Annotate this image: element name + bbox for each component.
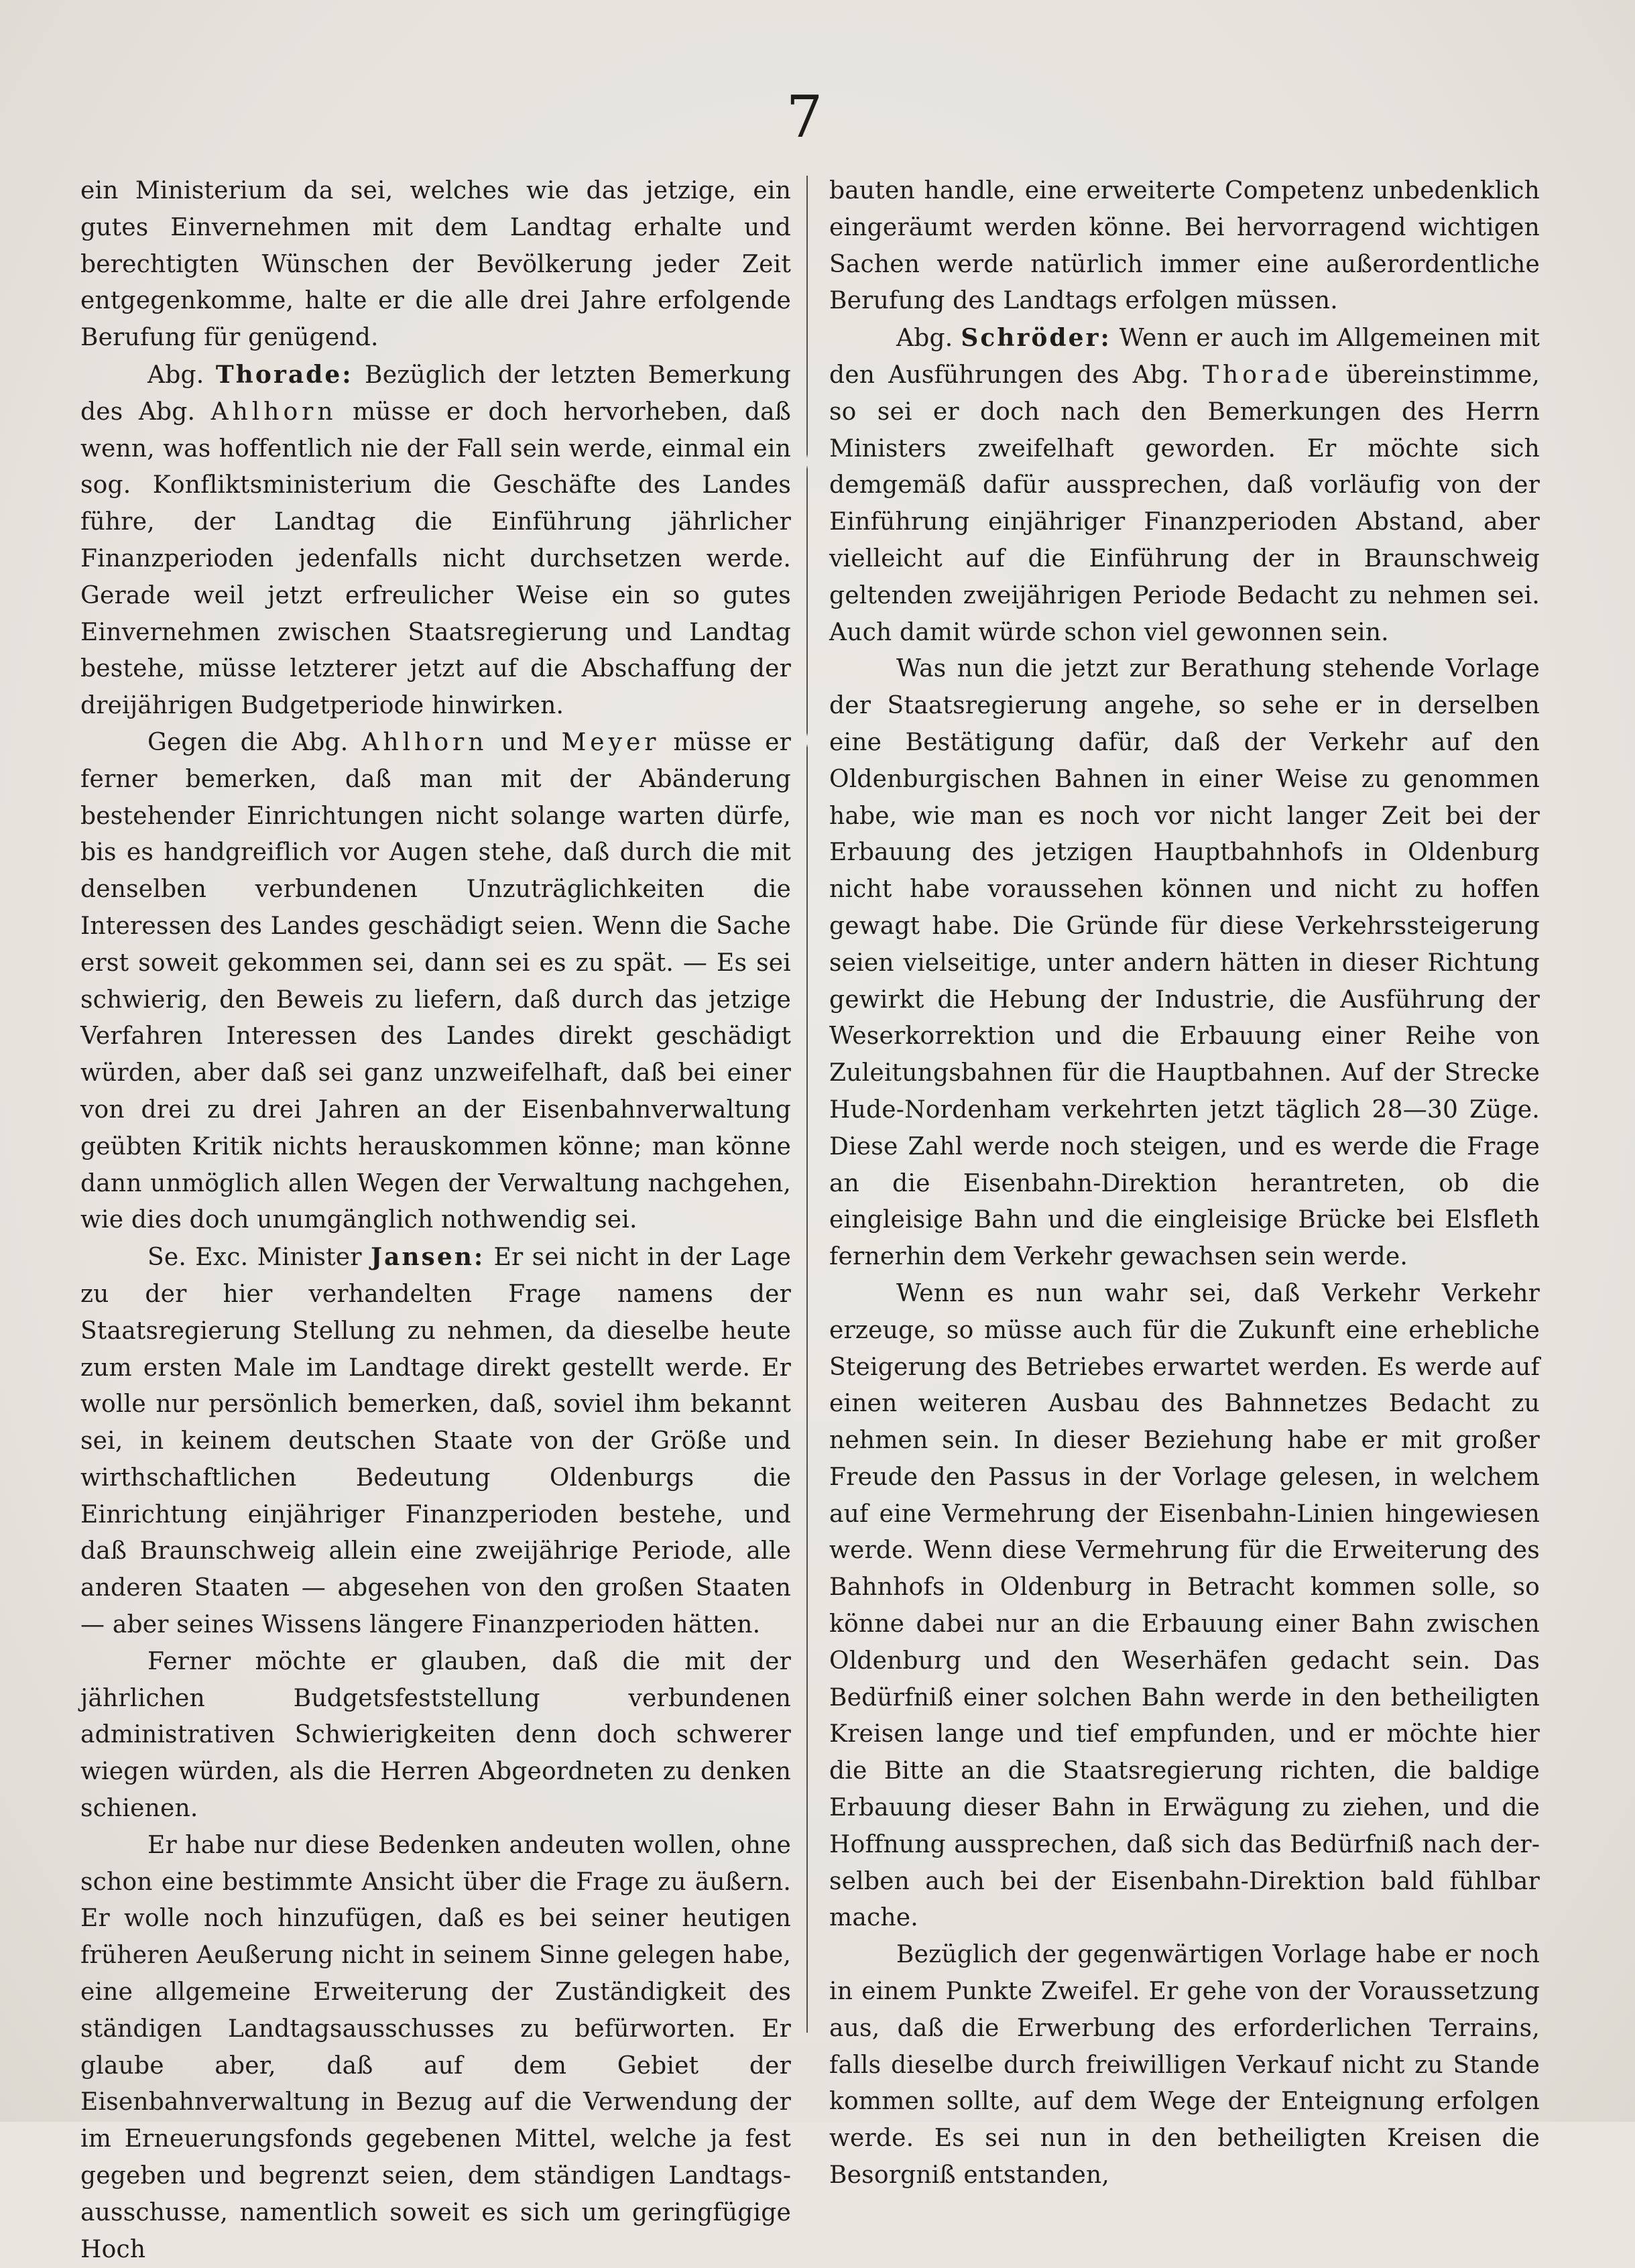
paragraph-text: müsse er doch hervorheben, daß wenn, was hoffentlich nie der Fall sein werde, einmal ein sog. Konfliktsministerium die Geschäfte des Landes führe, der Landtag die Einführung jährlicher Finanzperioden jedenfalls nicht durchsetzen werde. Gerade weil jetzt erfreulicher Weise ein so gutes Einvernehmen zwischen Staatsregierung und Landtag bestehe, müsse letzterer jetzt auf die Abschaffung der dreijährigen Budgetperiode hinwirken. bbox=[80, 398, 791, 720]
speaker-prefix: Se. Exc. Minister bbox=[147, 1244, 362, 1272]
person-name: Thorade bbox=[1203, 361, 1333, 389]
paragraph: Was nun die jetzt zur Berathung stehende Vorlage der Staatsregierung angehe, so sehe er in derselben eine Bestätigung dafür, daß der Verkehr auf den Oldenburgischen Bahnen in einer Weise zu genommen habe, wie man es noch vor nicht langer Zeit bei der Erbauung des jetzigen Hauptbahnhofs in Oldenburg nicht habe voraussehen können und nicht zu hoffen gewagt habe. Die Gründe für diese Verkehrssteigerung seien vielseitige, unter andern hätten in dieser Richtung gewirkt die Hebung der Industrie, die Ausführung der Weserkorrektion und die Erbauung einer Reihe von Zuleitungsbahnen für die Hauptbahnen. Auf der Strecke Hude-Nordenham verkehrten jetzt täglich 28—30 Züge. Diese Zahl werde noch steigen, und es werde die Frage an die Eisenbahn-Direktion herantreten, ob die eingleisige Bahn und die eingleisige Brücke bei Elsfleth fernerhin dem Verkehr gewachsen sein werde. bbox=[829, 655, 1540, 1271]
paragraph bbox=[829, 320, 1540, 651]
paragraph: ein Ministerium da sei, welches wie das jetzige, ein gutes Einvernehmen mit dem Landtag erhalte und berechtigten Wünschen der Bevölkerung jeder Zeit entgegenkomme, halte er die alle drei Jahre erfolgende Berufung für genügend. bbox=[80, 177, 791, 352]
page-number: 7 bbox=[786, 84, 823, 151]
speaker-prefix: Abg. bbox=[147, 361, 204, 389]
column-divider bbox=[806, 176, 808, 2033]
paragraph-text: Wenn er auch im Allgemeinen mit den Ausführungen des Abg. bbox=[829, 324, 1540, 389]
speaker-name: Schröder: bbox=[961, 324, 1111, 353]
paragraph-text: müsse er ferner bemerken, daß man mit der Abänderung bestehender Einrichtungen nicht solange warten dürfe, bis es handgreiflich vor Augen stehe, daß durch die mit denselben verbundenen Unzuträglichkeiten die Interessen des Landes geschädigt seien. Wenn die Sache erst soweit gekommen sei, dann sei es zu spät. — Es sei schwierig, den Beweis zu liefern, daß durch das jetzige Verfahren Interessen des Landes direkt geschädigt würden, aber daß sei ganz unzweifelhaft, daß bei einer von drei zu drei Jahren an der Eisenbahnverwaltung geübten Kritik nichts herauskommen könne; man könne dann unmöglich allen Wegen der Verwaltung nachgehen, wie dies doch unumgänglich nothwendig sei. bbox=[80, 728, 791, 1234]
paragraph: Wenn es nun wahr sei, daß Verkehr Verkehr erzeuge, so müsse auch für die Zukunft eine erhebliche Steigerung des Betriebes erwartet werden. Es werde auf einen weiteren Ausbau des Bahnnetzes Bedacht zu nehmen sein. In dieser Beziehung habe er mit großer Freude den Passus in der Vorlage gelesen, in welchem auf eine Vermehrung der Eisenbahn-Linien hingewiesen werde. Wenn diese Vermehrung für die Erweiterung des Bahnhofs in Oldenburg in Betracht kommen solle, so könne dabei nur an die Erbauung einer Bahn zwischen Oldenburg und den Weserhäfen gedacht sein. Das Bedürfniß einer solchen Bahn werde in den betheiligten Kreisen lange und tief empfunden, und er möchte hier die Bitte an die Staatsregierung richten, die baldige Erbauung dieser Bahn in Erwägung zu ziehen, und die Hoffnung aussprechen, daß sich das Bedürfniß nach derselben auch bei der Eisenbahn-Direktion bald fühlbar mache. bbox=[829, 1279, 1540, 1932]
paragraph: Ferner möchte er glauben, daß die mit der jährlichen Budgetsfeststellung verbundenen administrativen Schwierigkeiten denn doch schwerer wiegen würden, als die Herren Abgeordneten zu denken schienen. bbox=[80, 1647, 791, 1823]
person-name: Ahlhorn bbox=[210, 398, 337, 426]
right-column bbox=[829, 173, 1540, 2194]
person-name: Meyer bbox=[561, 728, 660, 756]
speaker-name: Jansen: bbox=[371, 1243, 485, 1272]
paragraph: bauten handle, eine erweiterte Competenz unbedenklich eingeräumt werden könne. Bei hervorragend wichtigen Sachen werde natürlich immer eine außerordentliche Berufung des Landtags erfolgen müssen. bbox=[829, 177, 1540, 315]
paragraph-text: Er sei nicht in der Lage zu der hier verhandelten Frage namens der Staatsregierung Stellung zu nehmen, da dieselbe heute zum ersten Male im Landtage direkt gestellt werde. Er wolle nur persönlich bemerken, daß, soviel ihm bekannt sei, in keinem deutschen Staate von der Größe und wirthschaftlichen Bedeutung Oldenburgs die Einrichtung einjähriger Finanzperioden bestehe, und daß Braunschweig allein eine zweijährige Periode, alle anderen Staaten — abgesehen von den großen Staaten — aber seines Wissens längere Finanzperioden hätten. bbox=[80, 1244, 791, 1639]
paragraph-text: Gegen die Abg. bbox=[147, 728, 362, 756]
left-column bbox=[80, 173, 791, 2268]
paragraph: Er habe nur diese Bedenken andeuten wollen, ohne schon eine bestimmte Ansicht über die Frage zu äußern. Er wolle noch hinzufügen, daß es bei seiner heutigen früheren Aeußerung nicht in seinem Sinne gelegen habe, eine allgemeine Erweiterung der Zuständigkeit des ständigen Landtagsausschusses zu befürworten. Er glaube aber, daß auf dem Gebiet der Eisenbahnverwaltung in Bezug auf die Verwendung der im Erneuerungsfonds gegebenen Mittel, welche ja fest gegeben und begrenzt seien, dem ständigen Landtagsausschusse, namentlich soweit es sich um geringfügige Hoch bbox=[80, 1831, 791, 2263]
paragraph: Bezüglich der gegenwärtigen Vorlage habe er noch in einem Punkte Zweifel. Er gehe von der Voraussetzung aus, daß die Erwerbung des erforderlichen Terrains, falls dieselbe durch freiwilligen Verkauf nicht zu Stande kommen sollte, auf dem Wege der Enteignung erfolgen werde. Es sei nun in den betheiligten Kreisen die Besorgniß entstanden, bbox=[829, 1941, 1540, 2190]
paragraph-text: übereinstimme, so sei er doch nach den Bemerkungen des Herrn Ministers zweifelhaft geworden. Er möchte sich demgemäß dafür aussprechen, daß vorläufig von der Einführung einjähriger Finanzperioden Abstand, aber vielleicht auf die Einführung der in Braunschweig geltenden zweijährigen Periode Bedacht zu nehmen sei. Auch damit würde schon viel gewonnen sein. bbox=[829, 361, 1540, 646]
person-name: Ahlhorn bbox=[361, 728, 488, 756]
paragraph bbox=[80, 725, 791, 1239]
paragraph-text: Bezüglich der letzten Bemerkung des Abg. bbox=[80, 361, 791, 426]
paragraph bbox=[80, 1239, 791, 1644]
paragraph bbox=[80, 357, 791, 725]
speaker-name: Thorade: bbox=[215, 360, 353, 389]
paragraph-text: und bbox=[487, 728, 562, 756]
speaker-prefix: Abg. bbox=[896, 324, 953, 353]
